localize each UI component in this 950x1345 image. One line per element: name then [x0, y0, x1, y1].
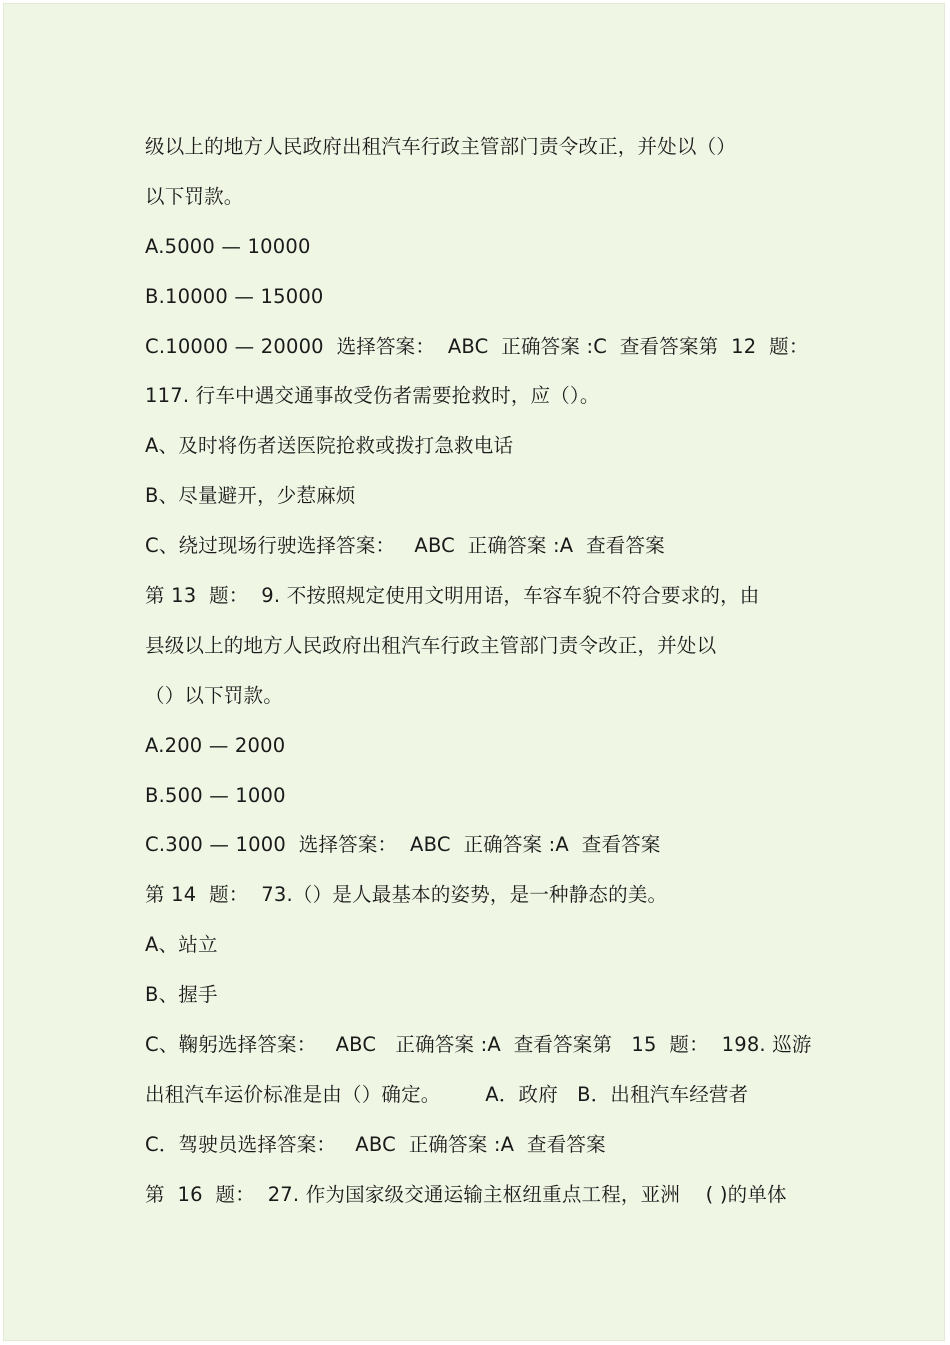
- text-line: A、站立: [145, 933, 218, 957]
- text-line: B、尽量避开，少惹麻烦: [145, 484, 356, 508]
- text-line: B.500 — 1000: [145, 783, 286, 807]
- text-line: A.200 — 2000: [145, 733, 286, 757]
- text-line: 县级以上的地方人民政府出租汽车行政主管部门责令改正，并处以: [145, 633, 717, 657]
- text-line: 级以上的地方人民政府出租汽车行政主管部门责令改正，并处以（）: [145, 135, 737, 158]
- text-line: 第 14 题： 73.（）是人最基本的姿势，是一种静态的美。: [145, 883, 668, 907]
- text-line: B.10000 — 15000: [145, 284, 324, 308]
- text-line: C．驾驶员选择答案： ABC 正确答案 :A 查看答案: [145, 1132, 606, 1156]
- text-line: A、及时将伤者送医院抢救或拨打急救电话: [145, 434, 514, 458]
- text-line: C.300 — 1000 选择答案： ABC 正确答案 :A 查看答案: [145, 833, 661, 857]
- text-line: C.10000 — 20000 选择答案： ABC 正确答案 :C 查看答案第 12 题：: [145, 334, 809, 358]
- text-line: C、绕过现场行驶选择答案： ABC 正确答案 :A 查看答案: [145, 534, 665, 558]
- text-line: 以下罚款。: [145, 184, 244, 208]
- text-line: 第 13 题： 9. 不按照规定使用文明用语，车容车貌不符合要求的，由: [145, 584, 760, 608]
- text-line: C、鞠躬选择答案： ABC 正确答案 :A 查看答案第 15 题： 198. 巡游: [145, 1033, 812, 1057]
- text-line: 117. 行车中遇交通事故受伤者需要抢救时，应（）。: [145, 384, 600, 408]
- document-page: [3, 3, 945, 1341]
- text-line: （）以下罚款。: [145, 683, 283, 707]
- text-line: B、握手: [145, 983, 218, 1007]
- text-line: 第 16 题： 27. 作为国家级交通运输主枢纽重点工程，亚洲 ( )的单体: [145, 1182, 787, 1206]
- text-line: A.5000 — 10000: [145, 234, 311, 258]
- document-body: [145, 132, 825, 1230]
- text-line: 出租汽车运价标准是由（）确定。 A．政府 B．出租汽车经营者: [145, 1082, 749, 1106]
